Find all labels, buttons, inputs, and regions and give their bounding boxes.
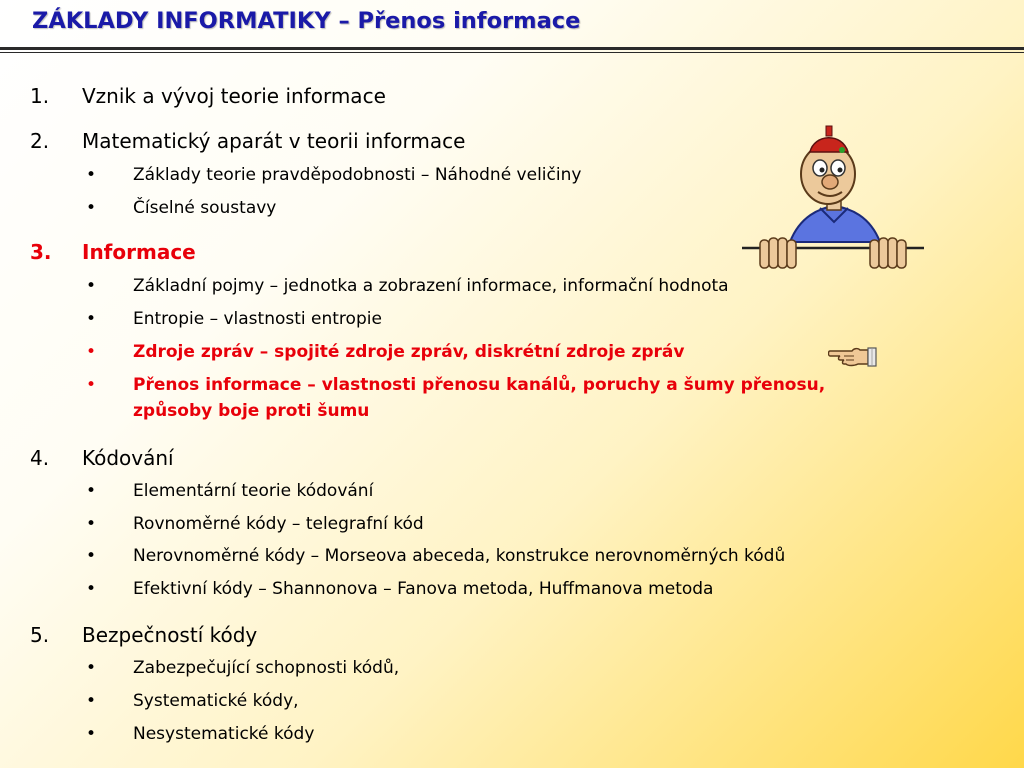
sub-item: Nerovnoměrné kódy – Morseova abeceda, konstrukce nerovnoměrných kódů	[133, 546, 786, 566]
bullet: •	[86, 579, 97, 599]
outline-item: Bezpečností kódy	[82, 623, 258, 647]
sub-item-highlight: Zdroje zpráv – spojité zdroje zpráv, diskrétní zdroje zpráv	[133, 342, 685, 362]
outline-number: 2.	[30, 129, 50, 153]
slide-title: ZÁKLADY INFORMATIKY – Přenos informace	[32, 8, 581, 34]
sub-item-highlight: Přenos informace – vlastnosti přenosu kanálů, poruchy a šumy přenosu,	[133, 375, 826, 395]
outline-number: 4.	[30, 446, 50, 470]
outline-number: 5.	[30, 623, 50, 647]
bullet: •	[86, 481, 97, 501]
bullet: •	[86, 342, 97, 362]
pointing-hand-icon	[828, 342, 880, 368]
bullet: •	[86, 309, 97, 329]
outline-number: 1.	[30, 84, 50, 108]
sub-item: Základy teorie pravděpodobnosti – Náhodné veličiny	[133, 165, 582, 185]
bullet: •	[86, 165, 97, 185]
sub-item: Základní pojmy – jednotka a zobrazení informace, informační hodnota	[133, 276, 729, 296]
sub-item: Číselné soustavy	[133, 198, 277, 218]
sub-item: Nesystematické kódy	[133, 724, 315, 744]
outline-item-active: Informace	[82, 240, 196, 264]
sub-item: Zabezpečující schopnosti kódů,	[133, 658, 400, 678]
bullet: •	[86, 514, 97, 534]
bullet: •	[86, 546, 97, 566]
bullet: •	[86, 658, 97, 678]
bullet: •	[86, 375, 97, 395]
bullet: •	[86, 198, 97, 218]
bullet: •	[86, 276, 97, 296]
peeking-man-icon	[742, 124, 926, 274]
outline-item: Vznik a vývoj teorie informace	[82, 84, 386, 108]
sub-item: Systematické kódy,	[133, 691, 299, 711]
bullet: •	[86, 691, 97, 711]
sub-item: Rovnoměrné kódy – telegrafní kód	[133, 514, 424, 534]
sub-item: Entropie – vlastnosti entropie	[133, 309, 382, 329]
bullet: •	[86, 724, 97, 744]
outline-number: 3.	[30, 240, 52, 264]
sub-item: Efektivní kódy – Shannonova – Fanova metoda, Huffmanova metoda	[133, 579, 714, 599]
sub-item: Elementární teorie kódování	[133, 481, 374, 501]
sub-item-highlight-continued: způsoby boje proti šumu	[133, 401, 370, 421]
outline-item: Kódování	[82, 446, 174, 470]
outline-item: Matematický aparát v teorii informace	[82, 129, 466, 153]
